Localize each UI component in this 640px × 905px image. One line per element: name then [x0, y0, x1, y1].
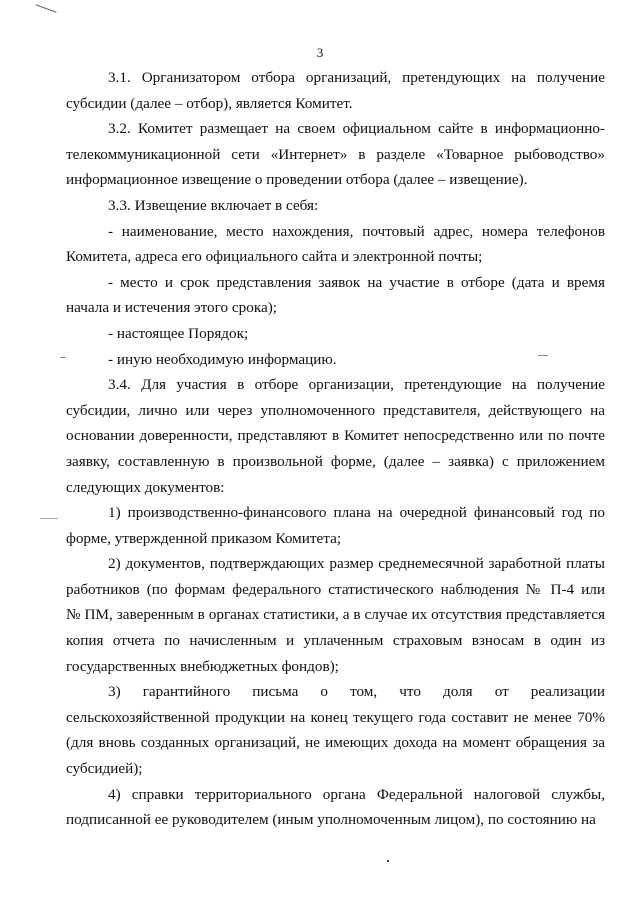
text-line: субсидии (далее – отбор), является Комитет.: [66, 94, 353, 112]
text-line: - иную необходимую информацию.: [108, 350, 337, 368]
scan-mark-top-left: [35, 4, 56, 12]
text-line: Комитета, адреса его официального сайта и электронной почты;: [66, 248, 483, 266]
paragraph: [66, 219, 605, 270]
text-line: копия отчета по начисленным и уплаченным страховым взносам в один из: [66, 632, 605, 650]
text-line: (для вновь созданных организаций, не имеющих дохода на момент обращения за: [66, 734, 605, 752]
paragraph: [66, 321, 605, 347]
scan-mark-bottom: [387, 860, 389, 862]
text-line: 3.3. Извещение включает в себя:: [108, 196, 319, 214]
text-line: форме, утвержденной приказом Комитета;: [66, 529, 342, 547]
document-text: [66, 65, 605, 833]
text-line: 2) документов, подтверждающих размер среднемесячной заработной платы: [108, 555, 605, 573]
text-line: государственных внебюджетных фондов);: [66, 657, 339, 675]
text-line: 1) производственно-финансового плана на очередной финансовый год по: [108, 504, 605, 522]
paragraph: [66, 65, 605, 116]
text-line: заявку, составленную в произвольной форме, (далее – заявка) с приложением: [66, 452, 605, 470]
text-line: информационное извещение о проведении отбора (далее – извещение).: [66, 171, 528, 189]
text-line: начала и истечения этого срока);: [66, 299, 277, 317]
text-line: работников (по формам федерального статистического наблюдения № П-4 или: [66, 580, 605, 598]
text-line: - наименование, место нахождения, почтовый адрес, номера телефонов: [108, 222, 605, 240]
text-line: подписанной ее руководителем (иным уполномоченным лицом), по состоянию на: [66, 811, 596, 829]
text-line: субсидией);: [66, 760, 143, 778]
text-line: 4) справки территориального органа Федеральной налоговой службы,: [108, 785, 605, 803]
text-line: № ПМ, заверенным в органах статистики, а в случае их отсутствия представляется: [66, 606, 605, 624]
paragraph: [66, 782, 605, 833]
paragraph: [66, 193, 605, 219]
paragraph: [66, 347, 605, 373]
text-line: - настоящее Порядок;: [108, 324, 249, 342]
paragraph: [66, 372, 605, 500]
paragraph: [66, 116, 605, 193]
paragraph: [66, 679, 605, 781]
scan-mark-left-2: [40, 518, 58, 519]
page-number: 3: [316, 45, 324, 60]
paragraph: [66, 500, 605, 551]
text-line: следующих документов:: [66, 478, 225, 496]
text-line: 3.1. Организатором отбора организаций, претендующих на получение: [108, 69, 605, 86]
paragraph: [66, 551, 605, 679]
text-line: телекоммуникационной сети «Интернет» в разделе «Товарное рыбоводство»: [66, 145, 605, 163]
text-line: основании доверенности, представляют в Комитет непосредственно или по почте: [66, 427, 605, 445]
text-line: 3) гарантийного письма о том, что доля от реализации: [108, 683, 605, 701]
paragraph: [66, 270, 605, 321]
text-line: 3.2. Комитет размещает на своем официальном сайте в информационно-: [108, 120, 605, 138]
text-line: сельскохозяйственной продукции на конец текущего года составит не менее 70%: [66, 708, 605, 726]
text-line: - место и срок представления заявок на участие в отборе (дата и время: [108, 273, 605, 291]
text-line: субсидии, лично или через уполномоченного представителя, действующего на: [66, 401, 605, 419]
text-line: 3.4. Для участия в отборе организации, претендующие на получение: [108, 376, 605, 394]
